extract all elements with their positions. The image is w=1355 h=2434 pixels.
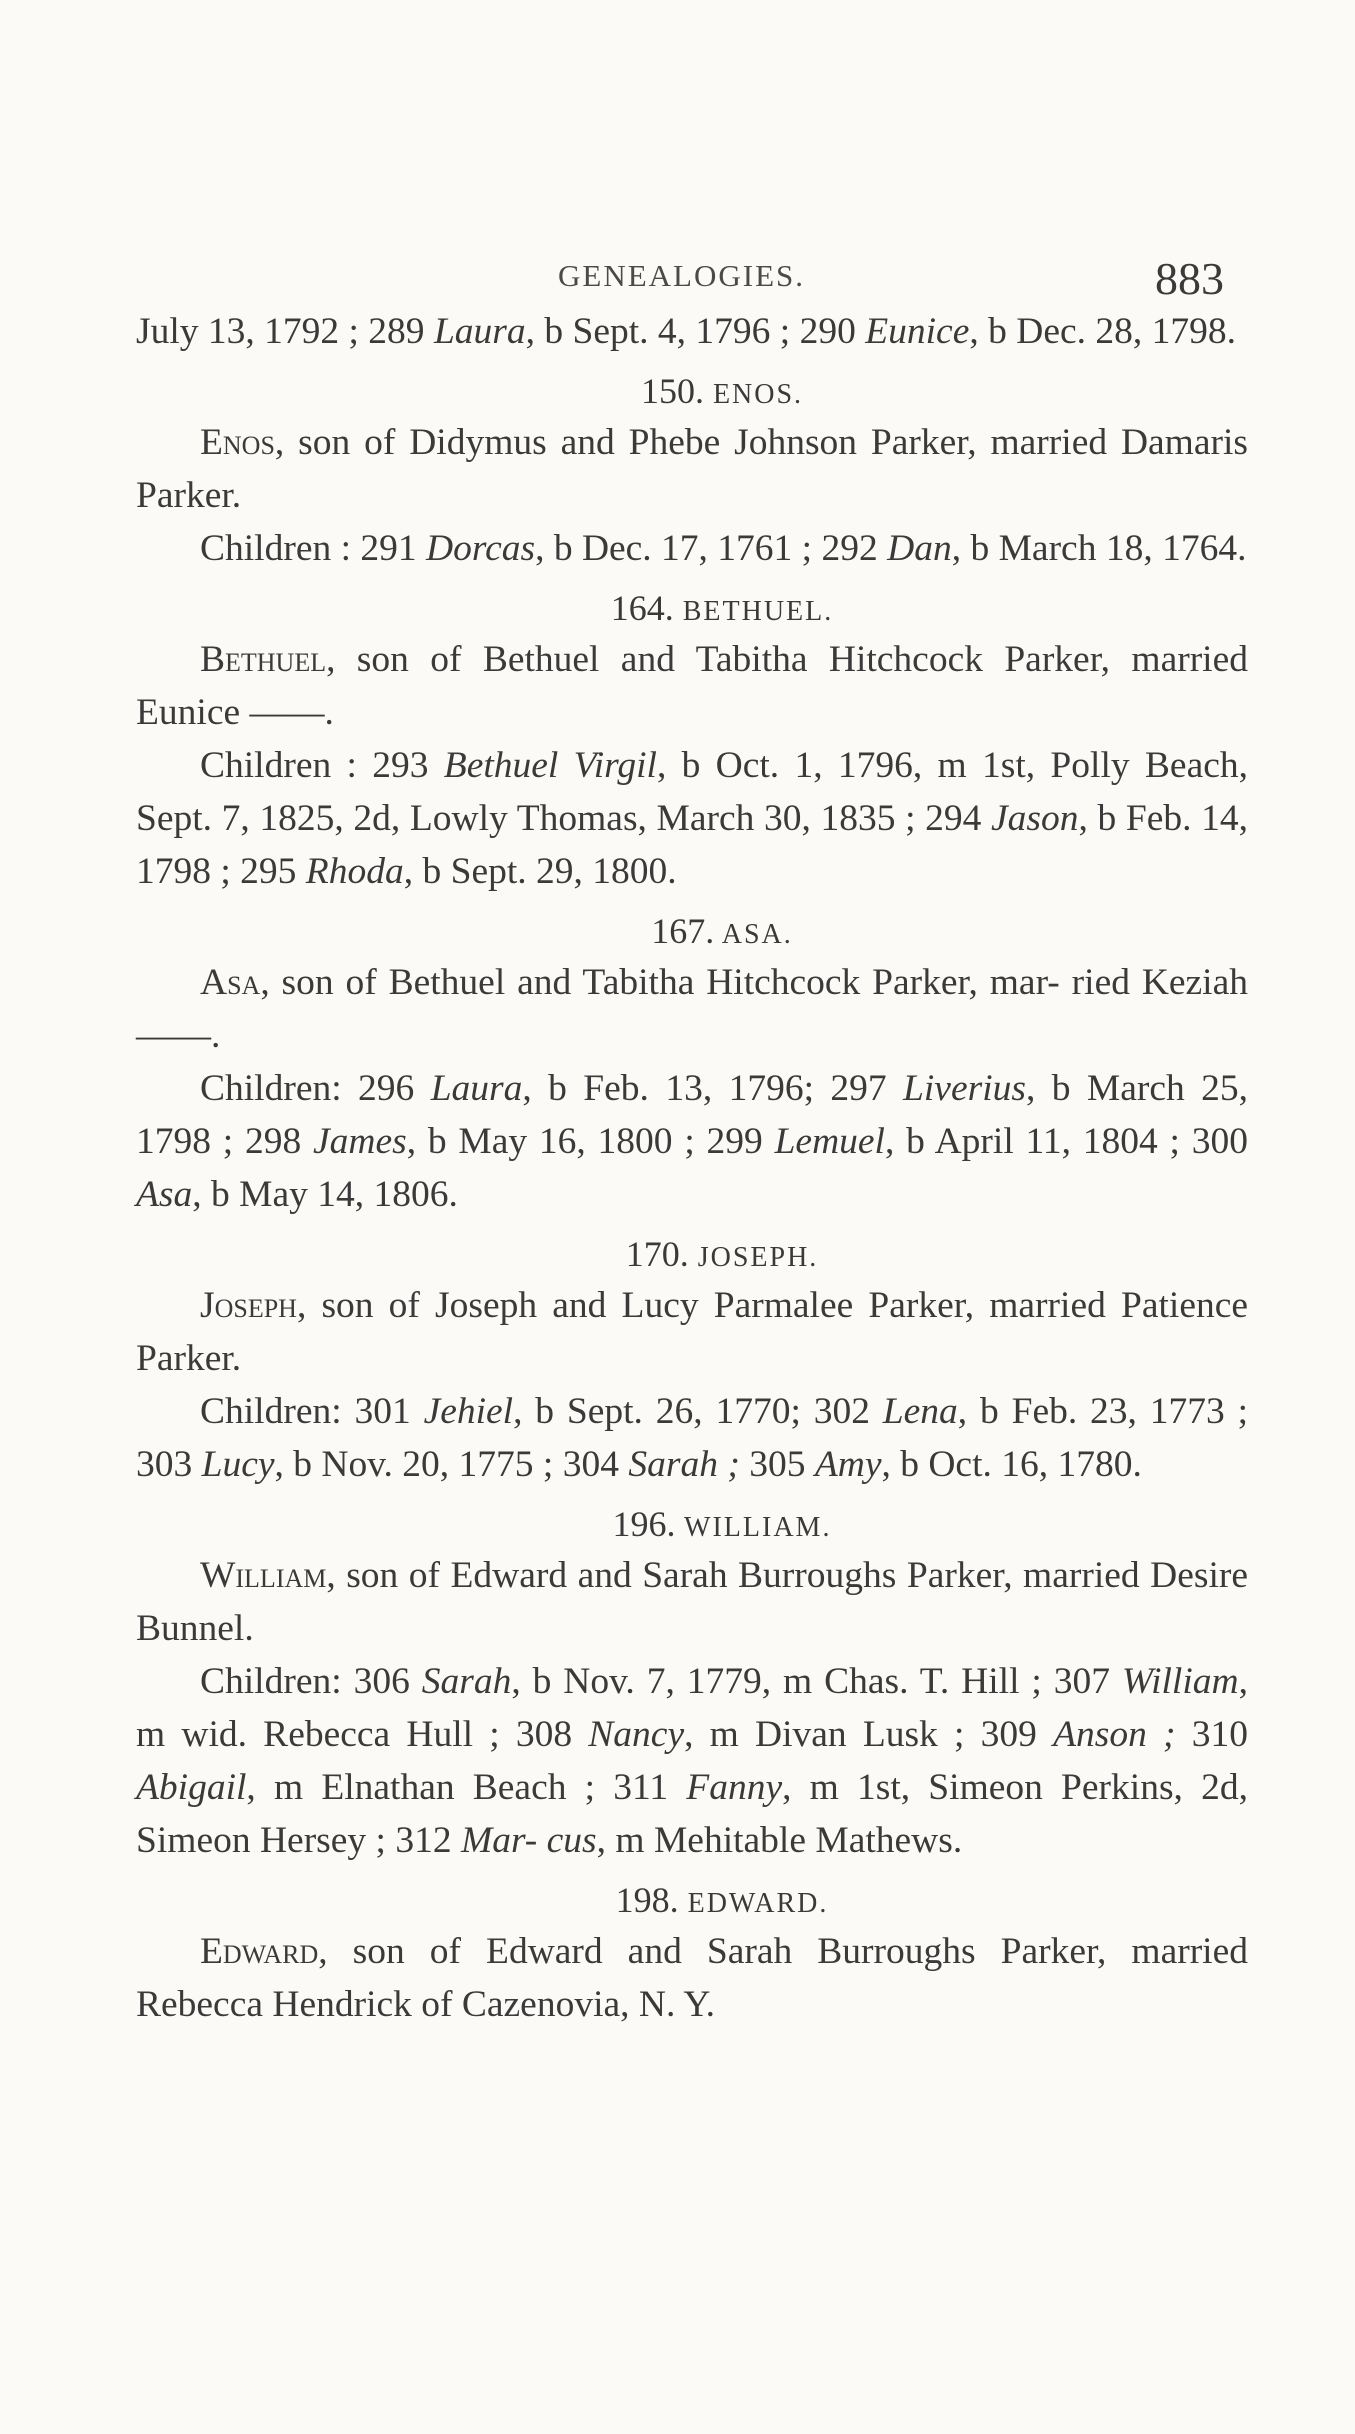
person-name: Sarah bbox=[421, 1661, 512, 1702]
text-run: , b Feb. 13, 1796; 297 bbox=[522, 1068, 904, 1109]
person-name: Bethuel Virgil bbox=[443, 745, 657, 786]
section-heading bbox=[136, 1229, 1248, 1279]
section-heading bbox=[136, 906, 1248, 956]
page-body bbox=[136, 305, 1248, 2031]
person-name: Lucy bbox=[201, 1444, 275, 1485]
section-number: 164. bbox=[610, 588, 674, 628]
text-run: , b Sept. 4, 1796 ; 290 bbox=[525, 311, 866, 352]
text-run: , m Elnathan Beach ; 311 bbox=[246, 1767, 687, 1808]
paragraph bbox=[136, 956, 1248, 1062]
person-name: Abigail bbox=[136, 1767, 247, 1808]
text-run: , son of Bethuel and Tabitha Hitchcock Parker, married Eunice ——. bbox=[136, 639, 1248, 733]
text-run: 310 bbox=[1175, 1714, 1248, 1755]
entry-name: Edward bbox=[200, 1931, 319, 1972]
person-name: Lemuel bbox=[774, 1121, 885, 1162]
paragraph bbox=[136, 739, 1248, 898]
paragraph bbox=[136, 1062, 1248, 1221]
text-run: , b Nov. 20, 1775 ; 304 bbox=[274, 1444, 629, 1485]
text-run: , b Sept. 26, 1770; 302 bbox=[513, 1391, 883, 1432]
person-name: Dorcas bbox=[426, 528, 536, 569]
person-name: Mar- cus bbox=[460, 1820, 597, 1861]
entry-name: Enos bbox=[200, 422, 275, 463]
text-run: , m Divan Lusk ; 309 bbox=[684, 1714, 1054, 1755]
text-run: Children : 293 bbox=[200, 745, 444, 786]
section-name: BETHUEL. bbox=[682, 596, 834, 627]
person-name: Jason bbox=[991, 798, 1079, 839]
person-name: Jehiel bbox=[423, 1391, 514, 1432]
paragraph bbox=[136, 1655, 1248, 1867]
text-run: , b Nov. 7, 1779, m Chas. T. Hill ; 307 bbox=[511, 1661, 1122, 1702]
person-name: Laura bbox=[433, 311, 526, 352]
text-run: , b April 11, 1804 ; 300 bbox=[884, 1121, 1248, 1162]
person-name: Dan bbox=[887, 528, 952, 569]
person-name: Lena bbox=[882, 1391, 958, 1432]
person-name: Eunice bbox=[865, 311, 970, 352]
person-name: Amy bbox=[814, 1444, 882, 1485]
section-number: 170. bbox=[625, 1234, 689, 1274]
section-heading bbox=[136, 1875, 1248, 1925]
section-heading bbox=[136, 583, 1248, 633]
section-heading bbox=[136, 366, 1248, 416]
text-run: Children: 306 bbox=[200, 1661, 422, 1702]
section-number: 198. bbox=[615, 1880, 679, 1920]
paragraph bbox=[136, 305, 1248, 358]
text-run: , b Sept. 29, 1800. bbox=[403, 851, 677, 892]
running-head: GENEALOGIES. bbox=[558, 258, 805, 293]
person-name: Fanny bbox=[686, 1767, 783, 1808]
section-number: 167. bbox=[651, 911, 715, 951]
text-run: , son of Edward and Sarah Burroughs Parker, married Desire Bunnel. bbox=[136, 1555, 1248, 1649]
paragraph bbox=[136, 416, 1248, 522]
page-number: 883 bbox=[1155, 253, 1224, 304]
text-run: , b Dec. 28, 1798. bbox=[969, 311, 1236, 352]
paragraph bbox=[136, 1279, 1248, 1385]
text-run: , b Feb. 23, 1773 ; 303 bbox=[136, 1391, 1248, 1485]
paragraph bbox=[136, 522, 1248, 575]
text-run: , b Feb. 14, 1798 ; 295 bbox=[136, 798, 1249, 892]
text-run: , son of Edward and Sarah Burroughs Parker, married Rebecca Hendrick of Cazenovia, N. Y. bbox=[136, 1931, 1248, 2025]
person-name: William bbox=[1121, 1661, 1239, 1702]
text-run: , m 1st, Simeon Perkins, 2d, Simeon Hersey ; 312 bbox=[136, 1767, 1248, 1861]
text-run: , son of Didymus and Phebe Johnson Parker, married Damaris Parker. bbox=[136, 422, 1248, 516]
section-name: ASA. bbox=[721, 919, 793, 950]
person-name: Liverius bbox=[903, 1068, 1026, 1109]
text-run: , b March 25, 1798 ; 298 bbox=[136, 1068, 1248, 1162]
paragraph bbox=[136, 1549, 1248, 1655]
person-name: Laura bbox=[430, 1068, 523, 1109]
text-run: , b March 18, 1764. bbox=[951, 528, 1247, 569]
entry-name: William bbox=[200, 1555, 327, 1596]
section-name: WILLIAM. bbox=[684, 1512, 832, 1543]
text-run: , son of Joseph and Lucy Parmalee Parker, married Patience Parker. bbox=[136, 1285, 1248, 1379]
text-run: Children : 291 bbox=[200, 528, 427, 569]
section-name: ENOS. bbox=[712, 379, 804, 410]
text-run: , b Oct. 16, 1780. bbox=[881, 1444, 1142, 1485]
section-number: 150. bbox=[640, 371, 704, 411]
text-run: , b May 16, 1800 ; 299 bbox=[406, 1121, 775, 1162]
text-run: July 13, 1792 ; 289 bbox=[136, 311, 434, 352]
paragraph bbox=[136, 633, 1248, 739]
text-run: , m wid. Rebecca Hull ; 308 bbox=[136, 1661, 1248, 1755]
person-name: Anson ; bbox=[1053, 1714, 1176, 1755]
entry-name: Bethuel bbox=[200, 639, 327, 680]
person-name: Sarah ; bbox=[628, 1444, 740, 1485]
text-run: , b May 14, 1806. bbox=[192, 1174, 458, 1215]
section-heading bbox=[136, 1499, 1248, 1549]
section-number: 196. bbox=[612, 1504, 676, 1544]
person-name: James bbox=[313, 1121, 407, 1162]
text-run: Children: 301 bbox=[200, 1391, 424, 1432]
text-run: , m Mehitable Mathews. bbox=[596, 1820, 963, 1861]
entry-name: Joseph bbox=[200, 1285, 297, 1326]
text-run: , b Oct. 1, 1796, m 1st, Polly Beach, Sept. 7, 1825, 2d, Lowly Thomas, March 30, 1835 ; 294 bbox=[136, 745, 1248, 839]
person-name: Asa bbox=[136, 1174, 193, 1215]
entry-name: Asa bbox=[200, 962, 261, 1003]
text-run: Children: 296 bbox=[200, 1068, 431, 1109]
text-run: 305 bbox=[739, 1444, 815, 1485]
section-name: EDWARD. bbox=[687, 1888, 829, 1919]
person-name: Rhoda bbox=[305, 851, 404, 892]
paragraph bbox=[136, 1385, 1248, 1491]
text-run: , son of Bethuel and Tabitha Hitchcock Parker, mar- ried Keziah ——. bbox=[136, 962, 1248, 1056]
paragraph bbox=[136, 1925, 1248, 2031]
text-run: , b Dec. 17, 1761 ; 292 bbox=[535, 528, 888, 569]
person-name: Nancy bbox=[588, 1714, 685, 1755]
section-name: JOSEPH. bbox=[697, 1242, 819, 1273]
